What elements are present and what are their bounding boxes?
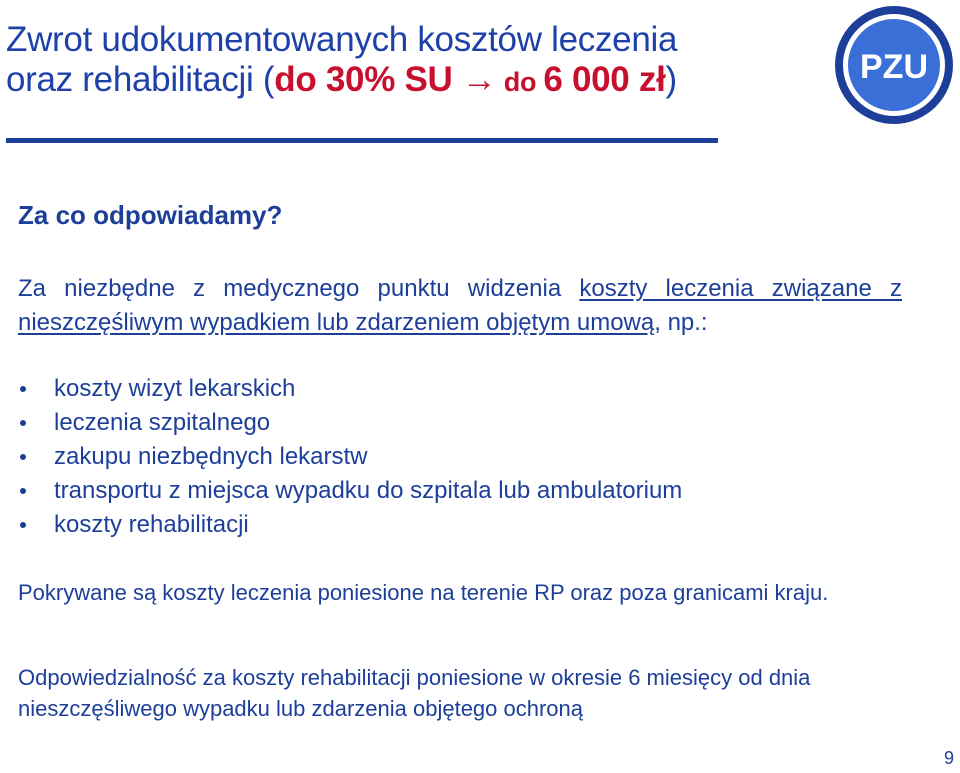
open-paren: ( <box>262 60 275 99</box>
intro-underlined: koszty leczenia związane z nieszczęśliwym wypadkiem lub zdarzeniem objętym umową <box>18 275 902 336</box>
intro-paragraph <box>18 272 902 340</box>
title-line-2 <box>6 60 677 102</box>
list-item: zakupu niezbędnych lekarstw <box>18 440 682 474</box>
list-item: koszty wizyt lekarskich <box>18 372 682 406</box>
coverage-list <box>18 372 682 542</box>
intro-prefix: Za niezbędne z medycznego punktu widzenia <box>18 275 580 302</box>
pzu-logo <box>834 5 954 125</box>
page-number: 9 <box>944 748 955 768</box>
limit-do-label: do <box>496 67 544 97</box>
section-heading: Za co odpowiadamy? <box>18 200 283 230</box>
arrow-right-icon: → <box>461 60 497 99</box>
intro-suffix: , np.: <box>654 309 708 336</box>
logo-text: PZU <box>860 48 928 86</box>
title-divider <box>6 138 718 143</box>
limit-percent: do 30% SU <box>274 60 462 99</box>
title-line-1: Zwrot udokumentowanych kosztów leczenia <box>6 20 678 59</box>
list-item: transportu z miejsca wypadku do szpitala lub ambulatorium <box>18 474 682 508</box>
close-paren: ) <box>665 60 677 99</box>
coverage-scope-paragraph: Pokrywane są koszty leczenia poniesione na terenie RP oraz poza granicami kraju. <box>18 580 829 605</box>
title-line-2-prefix: oraz rehabilitacji <box>6 60 263 99</box>
limit-amount: 6 000 zł <box>543 60 666 99</box>
list-item: koszty rehabilitacji <box>18 508 682 542</box>
list-item: leczenia szpitalnego <box>18 406 682 440</box>
rehabilitation-period-paragraph: Odpowiedzialność za koszty rehabilitacji poniesione w okresie 6 miesięcy od dnia nieszczęśliwego wypadku lub zdarzenia objętego ochroną <box>18 665 811 721</box>
slide-title <box>6 20 677 102</box>
